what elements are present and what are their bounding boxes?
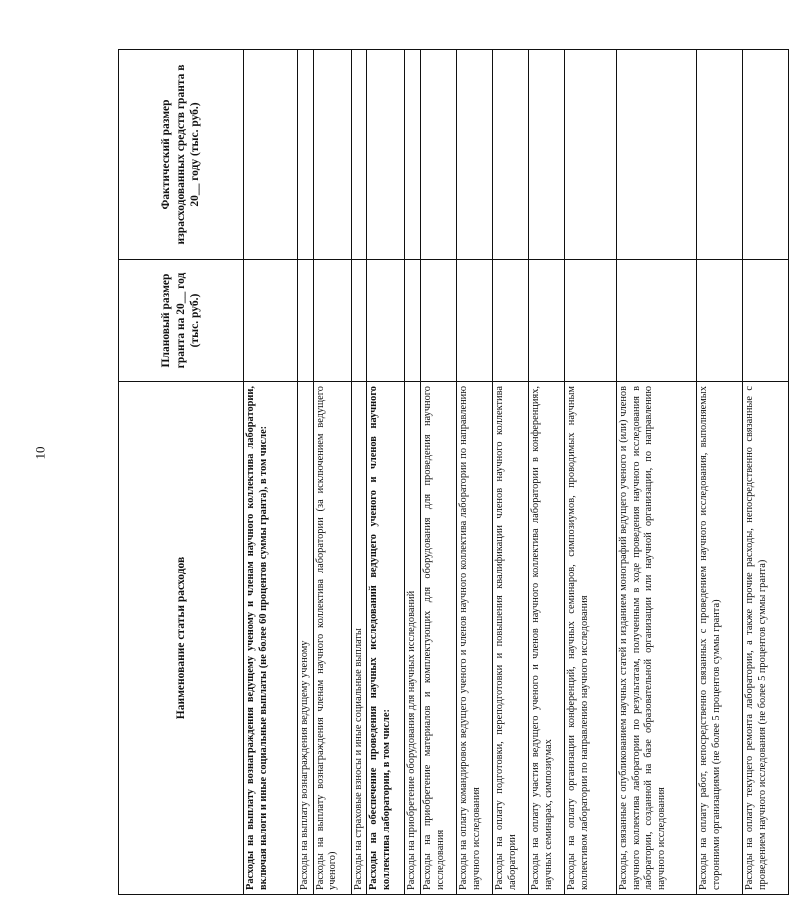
actual-cell[interactable] — [493, 50, 529, 260]
table-row — [743, 50, 789, 895]
expenses-table — [118, 49, 789, 895]
actual-cell[interactable] — [529, 50, 565, 260]
row-label: Расходы на приобретение оборудования для научных исследований — [405, 382, 421, 895]
planned-cell[interactable] — [244, 260, 298, 382]
table-row — [565, 50, 617, 895]
row-label: Расходы на оплату командировок ведущего ученого и членов научного коллектива лаборатории по направлению научного исследования — [457, 382, 493, 895]
table-row — [617, 50, 697, 895]
planned-cell[interactable] — [367, 260, 405, 382]
planned-cell[interactable] — [697, 260, 743, 382]
planned-cell[interactable] — [743, 260, 789, 382]
table-row — [367, 50, 405, 895]
table-row — [351, 50, 367, 895]
planned-cell[interactable] — [457, 260, 493, 382]
header-planned-amount: Плановый размер гранта на 20__ год (тыс. руб.) — [119, 260, 244, 382]
header-expense-name: Наименование статьи расходов — [119, 382, 244, 895]
row-label: Расходы на приобретение материалов и комплектующих для оборудования для проведения научного исследования — [421, 382, 457, 895]
planned-cell[interactable] — [405, 260, 421, 382]
page-number: 10 — [32, 446, 48, 460]
planned-cell[interactable] — [529, 260, 565, 382]
row-label: Расходы на выплату вознаграждения членам научного коллектива лаборатории (за исключением ведущего ученого) — [313, 382, 351, 895]
planned-cell[interactable] — [351, 260, 367, 382]
table-row — [421, 50, 457, 895]
row-label: Расходы на выплату вознаграждения ведущему ученому и членам научного коллектива лаборатории, включая налоги и иные социальные выплаты (не более 60 процентов суммы гранта), в том числе: — [244, 382, 298, 895]
header-actual-amount: Фактический размер израсходованных средств гранта в 20__ году (тыс. руб.) — [119, 50, 244, 260]
rotated-table-wrapper — [118, 50, 768, 895]
planned-cell[interactable] — [421, 260, 457, 382]
actual-cell[interactable] — [351, 50, 367, 260]
planned-cell[interactable] — [617, 260, 697, 382]
planned-cell[interactable] — [493, 260, 529, 382]
row-label: Расходы, связанные с опубликованием научных статей и изданием монографий ведущего ученого и (или) членов научного коллектива лаборатории по результатам, полученным в ходе проведения научного исследования в лаборатории, созданной на базе образовательной организации или научной организации, по направлению научного исследования — [617, 382, 697, 895]
row-label: Расходы на оплату организации конференций, научных семинаров, симпозиумов, проводимых научным коллективом лаборатории по направлению научного исследования — [565, 382, 617, 895]
table-row — [244, 50, 298, 895]
actual-cell[interactable] — [367, 50, 405, 260]
actual-cell[interactable] — [617, 50, 697, 260]
row-label: Расходы на страховые взносы и иные социальные выплаты — [351, 382, 367, 895]
row-label: Расходы на оплату подготовки, переподготовки и повышения квалификации членов научного коллектива лаборатории — [493, 382, 529, 895]
table-row — [493, 50, 529, 895]
actual-cell[interactable] — [405, 50, 421, 260]
actual-cell[interactable] — [565, 50, 617, 260]
row-label: Расходы на выплату вознаграждения ведущему ученому — [298, 382, 314, 895]
actual-cell[interactable] — [697, 50, 743, 260]
table-row — [529, 50, 565, 895]
actual-cell[interactable] — [313, 50, 351, 260]
actual-cell[interactable] — [298, 50, 314, 260]
row-label: Расходы на оплату текущего ремонта лаборатории, а также прочие расходы, непосредственно связанные с проведением научного исследования (не более 5 процентов суммы гранта) — [743, 382, 789, 895]
table-row — [697, 50, 743, 895]
actual-cell[interactable] — [244, 50, 298, 260]
row-label: Расходы на оплату работ, непосредственно связанных с проведением научного исследования, выполняемых сторонними организациями (не более 5 процентов суммы гранта) — [697, 382, 743, 895]
table-row — [313, 50, 351, 895]
table-row — [405, 50, 421, 895]
row-label: Расходы на оплату участия ведущего ученого и членов научного коллектива лаборатории в конференциях, научных семинарах, симпозиумах — [529, 382, 565, 895]
table-header-row — [119, 50, 244, 895]
planned-cell[interactable] — [313, 260, 351, 382]
planned-cell[interactable] — [298, 260, 314, 382]
table-row — [298, 50, 314, 895]
row-label: Расходы на обеспечение проведения научных исследований ведущего ученого и членов научного коллектива лаборатории, в том числе: — [367, 382, 405, 895]
actual-cell[interactable] — [743, 50, 789, 260]
table-row — [457, 50, 493, 895]
actual-cell[interactable] — [421, 50, 457, 260]
actual-cell[interactable] — [457, 50, 493, 260]
planned-cell[interactable] — [565, 260, 617, 382]
